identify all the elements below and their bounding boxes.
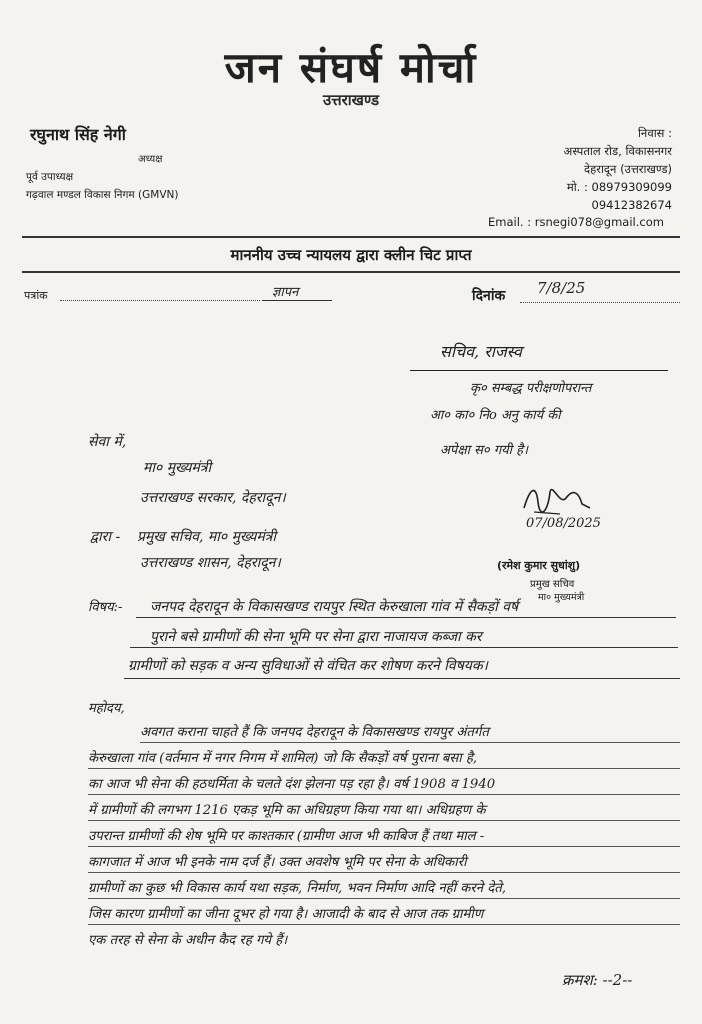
subject-line-2: पुराने बसे ग्रामीणों की सेना भूमि पर सेना द्वारा नाजायज कब्जा कर	[150, 629, 482, 645]
reference-label: पत्रांक	[24, 289, 48, 302]
header-divider-top	[22, 236, 680, 238]
body-underline	[88, 846, 680, 847]
clean-chit-banner: माननीय उच्च न्यायलय द्वारा क्लीन चिट प्राप्त	[230, 246, 472, 264]
reference-dotted-line	[60, 290, 260, 301]
subject-line-3: ग्रामीणों को सड़क व अन्य सुविधाओं से वंचित कर शोषण करने विषयक।	[128, 658, 488, 674]
endorsement-line-2: कृ० सम्बद्ध परीक्षणोपरान्त	[470, 381, 592, 396]
endorsement-line-3: आ० का० निo अनु कार्य की	[430, 408, 561, 423]
president-name: रघुनाथ सिंह नेगी	[30, 125, 126, 144]
continued-marker: क्रमश: --2--	[562, 971, 633, 989]
via-label: द्वारा -	[90, 529, 121, 545]
subject-label: विषय:-	[88, 600, 123, 615]
endorsement-rule	[410, 370, 668, 371]
signature-date: 07/08/2025	[526, 516, 601, 531]
body-underline	[88, 872, 680, 873]
body-underline	[88, 768, 680, 769]
reference-value: ज्ञापन	[272, 285, 299, 300]
email-address: Email. : rsnegi078@gmail.com	[488, 215, 664, 229]
former-title: पूर्व उपाध्यक्ष	[26, 171, 74, 183]
via-line-1: प्रमुख सचिव, मा० मुख्यमंत्री	[137, 529, 277, 545]
body-line: जिस कारण ग्रामीणों का जीना दूभर हो गया है। आजादी के बाद से आज तक ग्रामीण	[88, 907, 484, 922]
body-underline	[88, 898, 680, 899]
body-line: ग्रामीणों का कुछ भी विकास कार्य यथा सड़क, निर्माण, भवन निर्माण आदि नहीं करने देते,	[88, 881, 507, 896]
address-label: निवास :	[637, 126, 672, 140]
subject-underline-1	[136, 617, 676, 618]
body-underline	[88, 924, 680, 925]
salutation: महोदय,	[88, 701, 125, 716]
endorsement-line-4: अपेक्षा स० गयी है।	[440, 443, 529, 458]
to-line-2: उत्तराखण्ड सरकार, देहरादून।	[140, 490, 286, 506]
body-underline	[88, 820, 680, 821]
signer-office: मा० मुख्यमंत्री	[538, 592, 585, 603]
reference-underline	[262, 300, 332, 301]
former-organization: गढ़वाल मण्डल विकास निगम (GMVN)	[26, 189, 179, 201]
subject-underline-3	[124, 678, 680, 679]
to-label: सेवा में,	[88, 434, 127, 450]
body-underline	[88, 794, 680, 795]
address-line-2: देहरादून (उत्तराखण्ड)	[584, 162, 672, 176]
signer-title: प्रमुख सचिव	[530, 579, 575, 590]
header-divider-bottom	[22, 271, 680, 273]
body-line: एक तरह से सेना के अधीन कैद रह गये हैं।	[88, 933, 288, 948]
subject-underline-2	[130, 647, 678, 648]
president-role: अध्यक्ष	[138, 154, 163, 165]
signer-name: (रमेश कुमार सुधांशु)	[497, 559, 581, 572]
address-line-1: अस्पताल रोड, विकासनगर	[563, 144, 672, 158]
date-label: दिनांक	[472, 288, 506, 304]
to-line-1: मा० मुख्यमंत्री	[143, 460, 212, 476]
organization-state: उत्तराखण्ड	[322, 91, 380, 109]
body-line: उपरान्त ग्रामीणों की शेष भूमि पर काश्तकार (ग्रामीण आज भी काबिज हैं तथा माल -	[88, 829, 485, 844]
organization-name: जन संघर्ष मोर्चा	[224, 43, 478, 92]
via-line-2: उत्तराखण्ड शासन, देहरादून।	[140, 555, 281, 571]
mobile-number-2: 09412382674	[591, 198, 672, 212]
endorsement-addressee: सचिव, राजस्व	[440, 342, 522, 361]
body-underline	[140, 742, 680, 743]
body-line: का आज भी सेना की हठधर्मिता के चलते दंश झेलना पड़ रहा है। वर्ष 1908 व 1940	[88, 777, 496, 792]
subject-line-1: जनपद देहरादून के विकासखण्ड रायपुर स्थित केरुखाला गांव में सैकड़ों वर्ष	[150, 599, 519, 615]
signature-scribble	[520, 478, 600, 518]
body-line: केरुखाला गांव (वर्तमान में नगर निगम में शामिल) जो कि सैकड़ों वर्ष पुराना बसा है,	[88, 751, 478, 766]
mobile-number-1: मो. : 08979309099	[566, 180, 672, 194]
body-line: में ग्रामीणों की लगभग 1216 एकड़ भूमि का अधिग्रहण किया गया था। अधिग्रहण के	[88, 803, 486, 818]
body-line: अवगत कराना चाहते हैं कि जनपद देहरादून के विकासखण्ड रायपुर अंतर्गत	[140, 725, 489, 740]
body-line: कागजात में आज भी इनके नाम दर्ज हैं। उक्त अवशेष भूमि पर सेना के अधिकारी	[88, 855, 467, 870]
date-value: 7/8/25	[537, 279, 586, 297]
